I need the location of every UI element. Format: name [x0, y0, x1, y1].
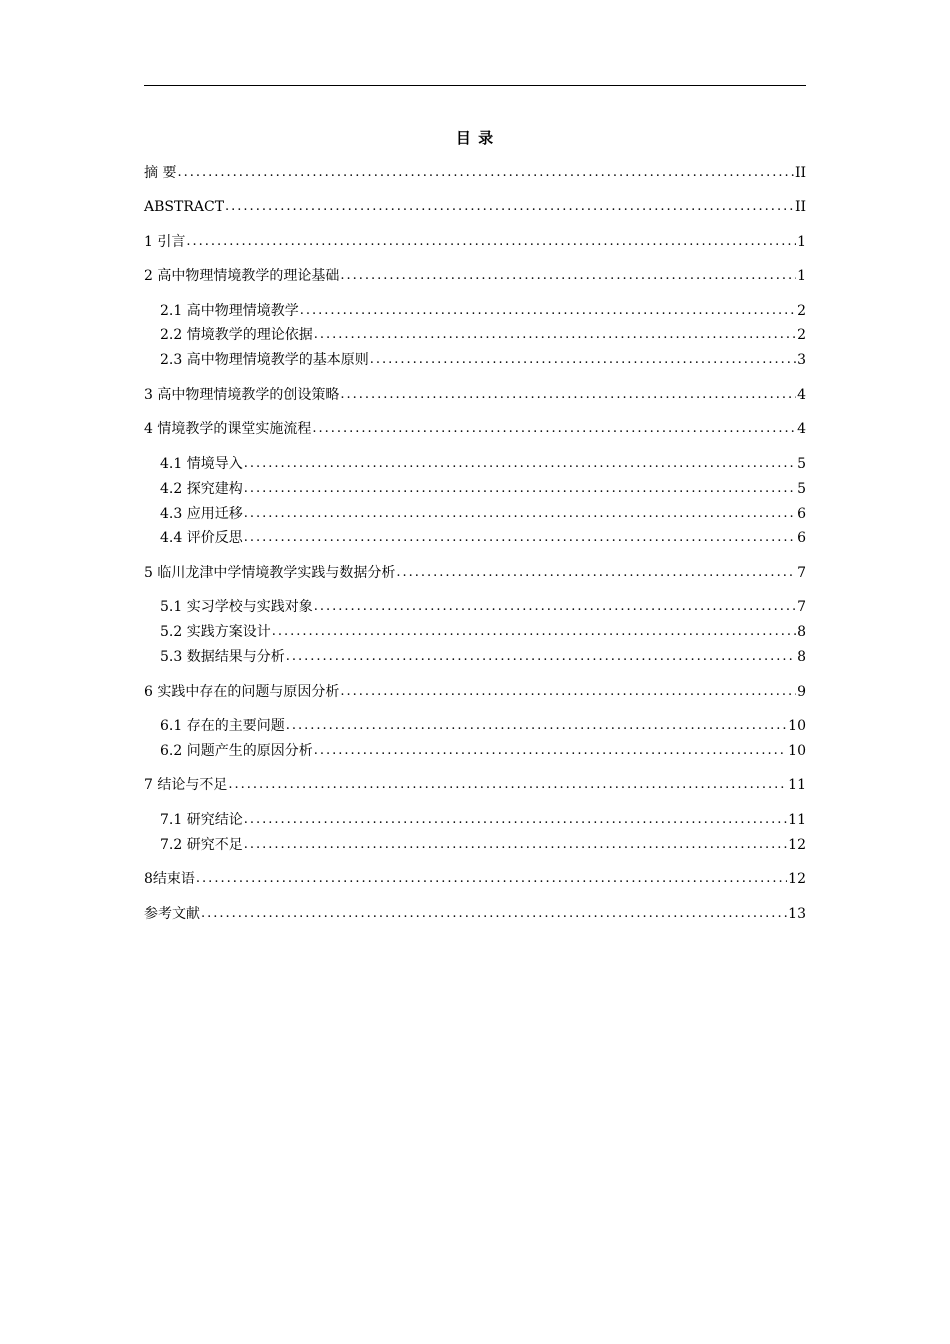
toc-dot-leader — [244, 835, 787, 855]
toc-dot-leader — [314, 325, 796, 345]
toc-entry-page: II — [794, 199, 806, 215]
toc-entry-page: 7 — [797, 599, 806, 615]
toc-entry-label: 3 高中物理情境教学的创设策略 — [144, 387, 340, 403]
toc-entry-page: 6 — [797, 530, 806, 546]
toc-entry[interactable] — [160, 597, 806, 617]
toc-entry-label: 7.1 研究结论 — [160, 812, 243, 828]
toc-entry[interactable] — [160, 835, 806, 855]
toc-entry[interactable] — [160, 647, 806, 667]
toc-entry-label: 摘 要 — [144, 165, 177, 181]
toc-entry[interactable] — [160, 325, 806, 345]
toc-entry[interactable] — [144, 419, 806, 439]
toc-dot-leader — [396, 563, 796, 583]
toc-entry[interactable] — [144, 385, 806, 405]
toc-entry[interactable] — [160, 301, 806, 321]
toc-entry-page: 1 — [797, 268, 806, 284]
toc-entry-label: 8结束语 — [144, 871, 195, 887]
toc-dot-leader — [340, 385, 796, 405]
toc-entry-page: 1 — [797, 234, 806, 250]
toc-entry[interactable] — [144, 266, 806, 286]
toc-entry-page: 4 — [797, 421, 806, 437]
toc-entry-label: 5 临川龙津中学情境教学实践与数据分析 — [144, 565, 396, 581]
toc-dot-leader — [340, 682, 796, 702]
toc-dot-leader — [225, 197, 794, 217]
toc-entry-label: 6 实践中存在的问题与原因分析 — [144, 684, 340, 700]
toc-entry-label: 5.2 实践方案设计 — [160, 624, 271, 640]
toc-entry-label: 7.2 研究不足 — [160, 837, 243, 853]
toc-entry-label: 4.4 评价反思 — [160, 530, 243, 546]
toc-entry-label: 参考文献 — [144, 906, 200, 922]
toc-entry-label: 1 引言 — [144, 234, 186, 250]
toc-entry[interactable] — [160, 454, 806, 474]
toc-entry-page: 13 — [788, 906, 806, 922]
toc-entry-label: 2.1 高中物理情境教学 — [160, 303, 299, 319]
toc-entry-page: 8 — [797, 624, 806, 640]
toc-entry-label: 2.2 情境教学的理论依据 — [160, 327, 313, 343]
toc-entry-page: 11 — [788, 812, 806, 828]
toc-entry-page: 11 — [788, 777, 806, 793]
toc-entry-label: 5.1 实习学校与实践对象 — [160, 599, 313, 615]
toc-entry[interactable] — [144, 232, 806, 252]
toc-dot-leader — [244, 504, 796, 524]
toc-dot-leader — [196, 869, 787, 889]
toc-entry-page: 5 — [797, 481, 806, 497]
toc-entry[interactable] — [160, 528, 806, 548]
toc-entry-page: 7 — [797, 565, 806, 581]
toc-entry-label: 7 结论与不足 — [144, 777, 228, 793]
toc-entry[interactable] — [160, 741, 806, 761]
toc-entry-page: 3 — [797, 352, 806, 368]
toc-dot-leader — [312, 419, 796, 439]
toc-entry-page: 12 — [788, 837, 806, 853]
toc-entry[interactable] — [144, 775, 806, 795]
toc-dot-leader — [244, 528, 796, 548]
toc-entry-page: II — [794, 165, 806, 181]
toc-entry-label: 2.3 高中物理情境教学的基本原则 — [160, 352, 369, 368]
toc-entry-label: 2 高中物理情境教学的理论基础 — [144, 268, 340, 284]
toc-dot-leader — [314, 597, 796, 617]
toc-entry-page: 5 — [797, 456, 806, 472]
toc-entry[interactable] — [144, 563, 806, 583]
toc-entry-page: 2 — [797, 327, 806, 343]
toc-entry-label: 4.2 探究建构 — [160, 481, 243, 497]
header-rule — [144, 85, 806, 86]
toc-entry[interactable] — [160, 350, 806, 370]
toc-entry-page: 6 — [797, 506, 806, 522]
toc-entry[interactable] — [144, 869, 806, 889]
toc-entry[interactable] — [144, 682, 806, 702]
toc-entry-label: 6.1 存在的主要问题 — [160, 718, 285, 734]
toc-entry[interactable] — [160, 504, 806, 524]
toc-entry-label: 4 情境教学的课堂实施流程 — [144, 421, 312, 437]
toc-dot-leader — [186, 232, 796, 252]
toc-entry-label: 4.3 应用迁移 — [160, 506, 243, 522]
toc-dot-leader — [370, 350, 796, 370]
toc-entry-page: 10 — [788, 743, 806, 759]
toc-entry[interactable] — [160, 622, 806, 642]
toc-dot-leader — [244, 454, 796, 474]
toc-entry-page: 9 — [797, 684, 806, 700]
toc-dot-leader — [286, 716, 787, 736]
toc-dot-leader — [244, 479, 796, 499]
toc-entry[interactable] — [144, 197, 806, 217]
toc-entry-page: 4 — [797, 387, 806, 403]
toc-entry[interactable] — [160, 716, 806, 736]
toc-entry-page: 10 — [788, 718, 806, 734]
toc-entry-label: 6.2 问题产生的原因分析 — [160, 743, 313, 759]
toc-dot-leader — [201, 904, 787, 924]
toc-dot-leader — [228, 775, 787, 795]
toc-dot-leader — [244, 810, 787, 830]
toc-entry[interactable] — [144, 163, 806, 183]
toc-dot-leader — [340, 266, 796, 286]
toc-entry-page: 2 — [797, 303, 806, 319]
toc-entry-page: 12 — [788, 871, 806, 887]
toc-dot-leader — [300, 301, 796, 321]
toc-entry-label: 4.1 情境导入 — [160, 456, 243, 472]
toc-entry-label: ABSTRACT — [144, 199, 225, 215]
toc-entry-label: 5.3 数据结果与分析 — [160, 649, 285, 665]
toc-entry[interactable] — [144, 904, 806, 924]
toc-dot-leader — [286, 647, 796, 667]
toc-title: 目 录 — [455, 129, 495, 147]
toc-dot-leader — [314, 741, 787, 761]
toc-entry[interactable] — [160, 479, 806, 499]
toc-dot-leader — [177, 163, 793, 183]
toc-entry[interactable] — [160, 810, 806, 830]
toc-entry-page: 8 — [797, 649, 806, 665]
toc-dot-leader — [272, 622, 796, 642]
